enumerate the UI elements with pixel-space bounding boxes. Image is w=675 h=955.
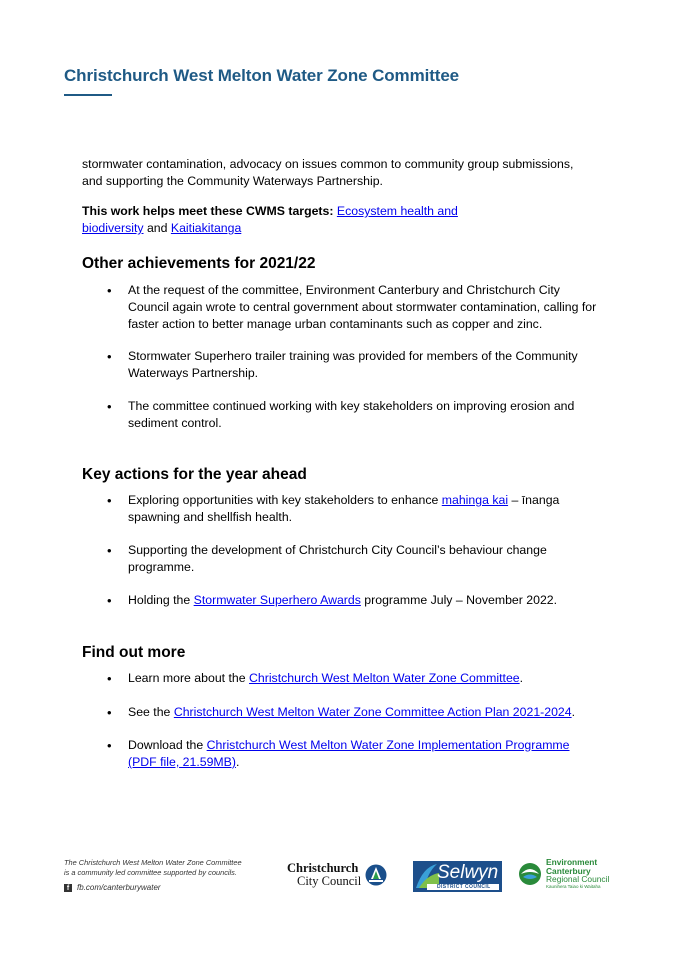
action-item — [128, 492, 598, 526]
bullet-marker: • — [107, 543, 112, 558]
findout-item — [128, 704, 608, 721]
intro-line-1: stormwater contamination, advocacy on issues common to community group submissions, — [82, 157, 574, 171]
christchurch-city-council-logo — [287, 862, 387, 888]
selwyn-logo-subtext: DISTRICT COUNCIL — [437, 884, 491, 890]
intro-paragraph — [82, 156, 573, 190]
selwyn-district-council-logo — [413, 861, 502, 892]
ccc-logo-line-2: City Council — [297, 874, 362, 888]
achievement-item: The committee continued working with key stakeholders on improving erosion and sediment control. — [128, 399, 575, 430]
bullet-marker: • — [107, 283, 112, 298]
action-text: Exploring opportunities with key stakeholders to enhance — [128, 493, 439, 507]
actions-heading: Key actions for the year ahead — [82, 466, 307, 483]
achievement-item: Stormwater Superhero trailer training was provided for members of the Community Waterways Partnership. — [128, 349, 578, 380]
facebook-link[interactable]: fb.com/canterburywater — [77, 883, 161, 892]
footer-line-1: The Christchurch West Melton Water Zone Committee — [64, 858, 242, 867]
ecan-logo-line-2: Canterbury — [546, 865, 591, 876]
footer-line-2: is a community led committee supported by councils. — [64, 868, 237, 877]
achievements-heading: Other achievements for 2021/22 — [82, 255, 316, 272]
findout-text: Download the — [128, 738, 204, 752]
mahinga-kai-link[interactable]: mahinga kai — [441, 493, 509, 507]
ecan-logo-line-1: Environment — [546, 857, 598, 867]
findout-item — [128, 737, 588, 771]
action-item: Supporting the development of Christchurch City Council’s behaviour change programme. — [128, 543, 547, 574]
ccc-logo-line-1: Christchurch — [287, 861, 359, 875]
environment-canterbury-logo — [518, 858, 609, 890]
intro-line-2: and supporting the Community Waterways Partnership. — [82, 174, 383, 188]
findout-text: . — [519, 671, 524, 685]
selwyn-logo-text: Selwyn — [437, 862, 499, 883]
bullet-marker: • — [107, 399, 112, 414]
bullet-marker: • — [107, 593, 112, 608]
targets-and: and — [146, 221, 168, 235]
ecosystem-health-link[interactable]: Ecosystem health and — [336, 204, 458, 218]
action-text: programme July – November 2022. — [364, 593, 558, 607]
zone-committee-link[interactable]: Christchurch West Melton Water Zone Committee — [249, 671, 520, 685]
findout-text: . — [571, 705, 576, 719]
achievement-item: At the request of the committee, Environment Canterbury and Christchurch City Council again wrote to central government about stormwater contamination, calling for faster action to better manage urban contaminants such as copper and zinc. — [128, 283, 597, 331]
findout-text: . — [235, 755, 240, 769]
bullet-marker: • — [107, 493, 112, 508]
action-plan-link[interactable]: Christchurch West Melton Water Zone Committee Action Plan 2021-2024 — [173, 705, 572, 719]
cwms-targets — [82, 203, 582, 237]
bullet-marker: • — [107, 705, 112, 720]
header-underline — [64, 94, 112, 96]
footer-statement — [64, 858, 242, 878]
stormwater-superhero-awards-link[interactable]: Stormwater Superhero Awards — [193, 593, 361, 607]
facebook-row[interactable] — [64, 883, 161, 892]
bullet-marker: • — [107, 349, 112, 364]
document-header-title: Christchurch West Melton Water Zone Committee — [64, 66, 460, 85]
findout-item — [128, 670, 598, 687]
findout-text: Learn more about the — [128, 671, 246, 685]
findout-text: See the — [128, 705, 171, 719]
kaitiakitanga-link[interactable]: Kaitiakitanga — [170, 221, 242, 235]
ecan-logo-line-4: Kaunihera Taiao ki Waitaha — [546, 883, 601, 889]
implementation-programme-pdf-link[interactable]: Christchurch West Melton Water Zone Implementation Programme (PDF file, 21.59MB) — [128, 738, 570, 769]
bullet-marker: • — [107, 671, 112, 686]
ecan-emblem-icon — [518, 862, 542, 886]
bullet-marker: • — [107, 738, 112, 753]
ccc-emblem-icon — [365, 864, 387, 886]
ecan-logo-line-3: Regional Council — [546, 874, 610, 884]
action-item — [128, 592, 598, 609]
action-text: – īnanga spawning and shellfish health. — [128, 493, 560, 524]
action-text: Holding the — [128, 593, 191, 607]
targets-lead: This work helps meet these CWMS targets: — [82, 204, 334, 218]
find-out-more-heading: Find out more — [82, 644, 186, 661]
facebook-icon: f — [64, 884, 72, 892]
biodiversity-link[interactable]: biodiversity — [82, 221, 144, 235]
